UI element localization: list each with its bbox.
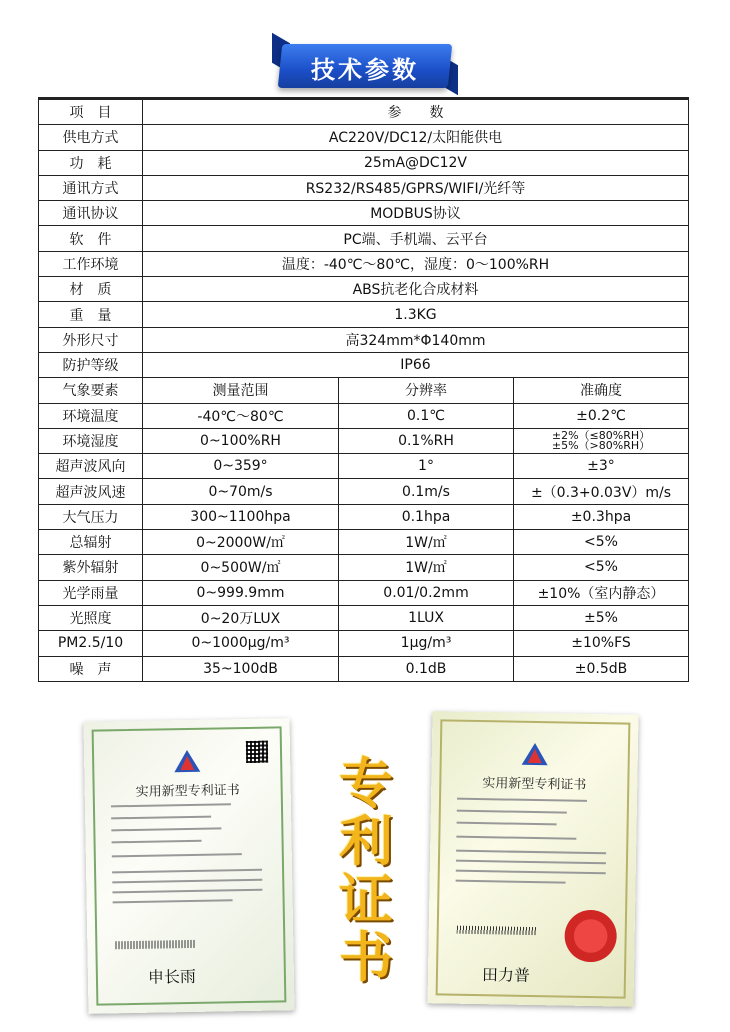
- row-label: 通讯方式: [39, 175, 143, 200]
- element-resolution: 0.1dB: [339, 656, 514, 681]
- table-row: [39, 201, 689, 226]
- patent-emblem-icon: [172, 748, 202, 775]
- header-value: 参 数: [143, 99, 689, 125]
- table-row: [39, 479, 689, 504]
- element-label: 大气压力: [39, 504, 143, 529]
- element-label: 超声波风向: [39, 454, 143, 479]
- patent-certificate-2: [427, 711, 638, 1007]
- table-row: [39, 504, 689, 529]
- element-accuracy: <5%: [514, 555, 689, 580]
- row-value: 温度：-40℃～80℃，湿度：0～100%RH: [143, 251, 689, 276]
- table-row: [39, 251, 689, 276]
- element-label: 总辐射: [39, 530, 143, 555]
- element-header-resolution: 分辨率: [339, 378, 514, 403]
- row-value: 高324mm*Φ140mm: [143, 327, 689, 352]
- row-label: 材 质: [39, 277, 143, 302]
- element-range: 0~2000W/㎡: [143, 530, 339, 555]
- element-label: 环境湿度: [39, 428, 143, 453]
- accuracy-line: ±2%（≤80%RH）: [551, 429, 651, 442]
- element-range: 0~999.9mm: [143, 580, 339, 605]
- table-row: [39, 530, 689, 555]
- element-accuracy: ±10%（室内静态）: [514, 580, 689, 605]
- row-label: 外形尺寸: [39, 327, 143, 352]
- element-range: 0~500W/㎡: [143, 555, 339, 580]
- element-resolution: 1LUX: [339, 605, 514, 630]
- table-row: [39, 631, 689, 656]
- element-resolution: 1W/㎡: [339, 530, 514, 555]
- element-accuracy: ±（0.3+0.03V）m/s: [514, 479, 689, 504]
- row-label: 供电方式: [39, 125, 143, 150]
- element-resolution: 1°: [339, 454, 514, 479]
- caption-char: 利: [339, 810, 393, 873]
- table-row: [39, 226, 689, 251]
- certificate-signature: 田力普: [481, 965, 531, 985]
- element-resolution: 1W/㎡: [339, 555, 514, 580]
- patent-emblem-icon: [520, 741, 550, 768]
- table-row: [39, 403, 689, 428]
- element-header-accuracy: 准确度: [514, 378, 689, 403]
- element-header-row: [39, 378, 689, 403]
- element-resolution: 0.01/0.2mm: [339, 580, 514, 605]
- table-row: [39, 605, 689, 630]
- spec-table: [38, 97, 689, 682]
- element-label: 噪 声: [39, 656, 143, 681]
- element-resolution: 0.1%RH: [339, 428, 514, 453]
- element-resolution: 1μg/m³: [339, 631, 514, 656]
- element-resolution: 0.1hpa: [339, 504, 514, 529]
- row-value: AC220V/DC12/太阳能供电: [143, 125, 689, 150]
- row-label: 重 量: [39, 302, 143, 327]
- element-range: -40℃～80℃: [143, 403, 339, 428]
- table-row: [39, 327, 689, 352]
- element-range: 0~100%RH: [143, 428, 339, 453]
- element-label: 环境温度: [39, 403, 143, 428]
- caption-char: 书: [339, 926, 393, 989]
- element-label: 紫外辐射: [39, 555, 143, 580]
- row-value: 25mA@DC12V: [143, 150, 689, 175]
- accuracy-line: ±5%（>80%RH）: [551, 439, 651, 452]
- barcode-icon: [457, 926, 537, 935]
- element-range: 0~70m/s: [143, 479, 339, 504]
- section-banner: [272, 38, 458, 96]
- row-label: 软 件: [39, 226, 143, 251]
- element-accuracy: ±0.5dB: [514, 656, 689, 681]
- element-accuracy: ±3°: [514, 454, 689, 479]
- element-range: 0~359°: [143, 454, 339, 479]
- element-label: PM2.5/10: [39, 631, 143, 656]
- table-row: [39, 302, 689, 327]
- element-accuracy: ±0.3hpa: [514, 504, 689, 529]
- row-value: MODBUS协议: [143, 201, 689, 226]
- table-row: [39, 175, 689, 200]
- table-row: [39, 580, 689, 605]
- table-row: [39, 428, 689, 453]
- element-range: 35~100dB: [143, 656, 339, 681]
- table-row: [39, 125, 689, 150]
- element-resolution: 0.1m/s: [339, 479, 514, 504]
- row-label: 防护等级: [39, 352, 143, 377]
- header-label: 项 目: [39, 99, 143, 125]
- element-accuracy: ±0.2℃: [514, 403, 689, 428]
- caption-char: 证: [339, 868, 393, 931]
- certificate-title: 实用新型专利证书: [482, 776, 587, 793]
- table-header-row: [39, 99, 689, 125]
- table-row: [39, 555, 689, 580]
- barcode-icon: [115, 940, 195, 949]
- element-label: 超声波风速: [39, 479, 143, 504]
- element-label: 光照度: [39, 605, 143, 630]
- qr-code-icon: [246, 741, 268, 763]
- element-accuracy: <5%: [514, 530, 689, 555]
- element-accuracy: [514, 428, 689, 453]
- row-label: 功 耗: [39, 150, 143, 175]
- table-row: [39, 150, 689, 175]
- row-value: ABS抗老化合成材料: [143, 277, 689, 302]
- element-range: 0~1000μg/m³: [143, 631, 339, 656]
- element-header-label: 气象要素: [39, 378, 143, 403]
- table-row: [39, 656, 689, 681]
- element-accuracy: ±5%: [514, 605, 689, 630]
- row-value: PC端、手机端、云平台: [143, 226, 689, 251]
- row-label: 工作环境: [39, 251, 143, 276]
- row-value: IP66: [143, 352, 689, 377]
- patent-certificate-1: [83, 718, 294, 1014]
- table-row: [39, 277, 689, 302]
- element-range: 300~1100hpa: [143, 504, 339, 529]
- certificate-signature: 申长雨: [147, 966, 197, 987]
- element-resolution: 0.1℃: [339, 403, 514, 428]
- patent-certificate-caption: [335, 752, 397, 989]
- banner-title: 技术参数: [311, 56, 419, 84]
- row-value: 1.3KG: [143, 302, 689, 327]
- row-label: 通讯协议: [39, 201, 143, 226]
- certificate-title: 实用新型专利证书: [135, 783, 240, 800]
- caption-char: 专: [339, 752, 393, 815]
- row-value: RS232/RS485/GPRS/WIFI/光纤等: [143, 175, 689, 200]
- table-row: [39, 352, 689, 377]
- element-accuracy: ±10%FS: [514, 631, 689, 656]
- element-header-range: 测量范围: [143, 378, 339, 403]
- table-row: [39, 454, 689, 479]
- element-range: 0~20万LUX: [143, 605, 339, 630]
- element-label: 光学雨量: [39, 580, 143, 605]
